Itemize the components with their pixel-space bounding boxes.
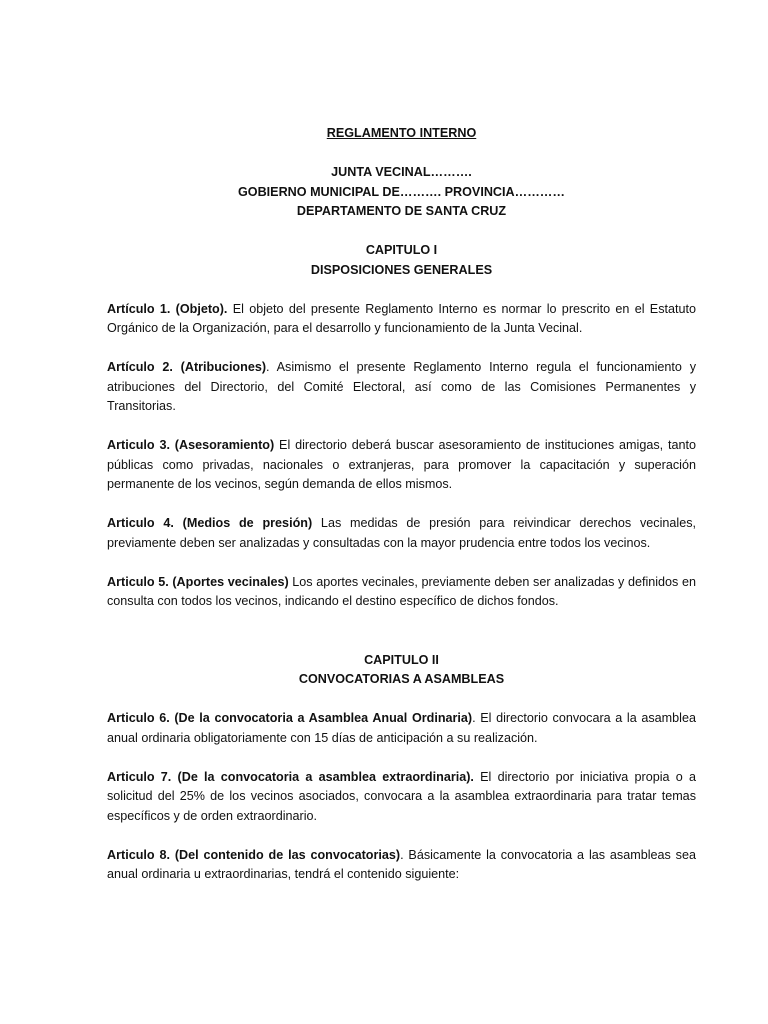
- chapter-1-name: DISPOSICIONES GENERALES: [310, 262, 493, 277]
- document-body: [107, 124, 696, 885]
- article-4-heading: Articulo 4. (Medios de presión): [107, 516, 313, 530]
- chapter-1-label: CAPITULO I: [365, 243, 438, 257]
- article-1-heading: Artículo 1. (Objeto).: [107, 301, 228, 316]
- article-7: [107, 768, 696, 827]
- chapter-2-name: CONVOCATORIAS A ASAMBLEAS: [298, 672, 505, 686]
- article-3: [107, 436, 696, 495]
- article-1: [107, 300, 696, 339]
- article-1-text: El objeto del presente Reglamento Interno es normar lo prescrito en el Estatuto Orgánico de la Organización, para el desarrollo y funcionamiento de la Junta Vecinal.: [107, 301, 696, 335]
- header-line-departamento: DEPARTAMENTO DE SANTA CRUZ: [296, 204, 507, 218]
- header-line-gobierno: GOBIERNO MUNICIPAL DE………. PROVINCIA…………: [238, 184, 565, 199]
- article-3-text: El directorio deberá buscar asesoramiento de instituciones amigas, tanto públicas como privadas, nacionales o extranjeras, para promover la capacitación y superación permanente de los vecinos, según demanda de ellos mismos.: [107, 438, 696, 491]
- header-line-junta: JUNTA VECINAL……….: [331, 165, 472, 179]
- article-6: [107, 709, 696, 748]
- article-8: [107, 846, 696, 885]
- document-title: REGLAMENTO INTERNO: [326, 126, 477, 140]
- article-4: [107, 514, 696, 553]
- article-2-text: . Asimismo el presente Reglamento Interno regula el funcionamiento y atribuciones del Directorio, del Comité Electoral, así como de las Comisiones Permanentes y Transitorias.: [107, 360, 696, 413]
- article-3-heading: Articulo 3. (Asesoramiento): [107, 438, 275, 452]
- article-6-text: . El directorio convocara a la asamblea anual ordinaria obligatoriamente con 15 días de anticipación a su realización.: [107, 711, 696, 745]
- article-5-text: Los aportes vecinales, previamente deben ser analizadas y definidos en consulta con todos los vecinos, indicando el destino específico de dichos fondos.: [107, 574, 696, 608]
- article-7-text: El directorio por iniciativa propia o a solicitud del 25% de los vecinos asociados, convocara a la asamblea extraordinaria para tratar temas específicos y de orden extraordinario.: [107, 769, 696, 823]
- article-5: [107, 573, 696, 612]
- article-7-heading: Articulo 7. (De la convocatoria a asamblea extraordinaria).: [107, 769, 474, 784]
- article-2-heading: Artículo 2. (Atribuciones): [107, 360, 267, 374]
- article-5-heading: Articulo 5. (Aportes vecinales): [107, 574, 289, 589]
- article-2: [107, 358, 696, 417]
- article-8-heading: Articulo 8. (Del contenido de las convocatorias): [107, 847, 401, 862]
- article-8-text: . Básicamente la convocatoria a las asambleas sea anual ordinaria u extraordinarias, tendrá el contenido siguiente:: [107, 847, 696, 881]
- article-6-heading: Articulo 6. (De la convocatoria a Asamblea Anual Ordinaria): [107, 711, 473, 725]
- article-4-text: Las medidas de presión para reivindicar derechos vecinales, previamente deben ser analizadas y consultadas con la mayor prudencia entre todos los vecinos.: [107, 516, 697, 550]
- chapter-2-label: CAPITULO II: [364, 652, 439, 667]
